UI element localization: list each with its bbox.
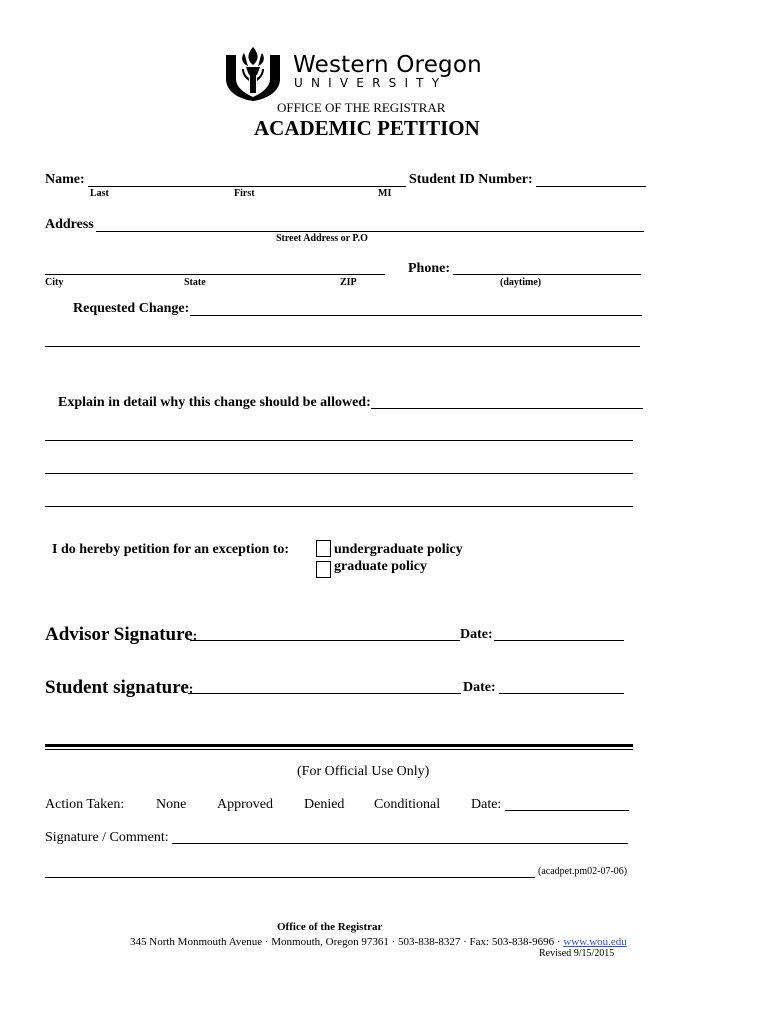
sub-label-zip: ZIP bbox=[340, 277, 357, 288]
action-taken-label: Action Taken: bbox=[45, 797, 125, 812]
graduate-policy-label: graduate policy bbox=[334, 559, 427, 574]
requested-change-field-line2[interactable] bbox=[45, 346, 640, 347]
official-use-divider-thin bbox=[45, 749, 633, 750]
student-date-field[interactable] bbox=[499, 693, 624, 694]
sub-label-street: Street Address or P.O bbox=[276, 233, 368, 244]
signature-comment-field-line2[interactable] bbox=[45, 877, 535, 878]
university-shield-logo bbox=[222, 45, 284, 101]
official-use-divider bbox=[45, 744, 633, 747]
undergraduate-policy-label: undergraduate policy bbox=[334, 542, 463, 557]
student-id-label: Student ID Number: bbox=[409, 172, 533, 187]
page-title: ACADEMIC PETITION bbox=[254, 116, 480, 140]
advisor-signature-colon: : bbox=[192, 629, 198, 644]
logo-wordmark-line2: UNIVERSITY bbox=[294, 76, 448, 90]
student-signature-text: Student signature bbox=[45, 677, 189, 698]
student-signature-field[interactable] bbox=[188, 693, 461, 694]
advisor-date-label: Date: bbox=[460, 627, 493, 642]
phone-field[interactable] bbox=[453, 274, 641, 275]
signature-comment-label: Signature / Comment: bbox=[45, 830, 169, 845]
requested-change-label: Requested Change: bbox=[73, 301, 190, 316]
petition-label: I do hereby petition for an exception to: bbox=[52, 542, 290, 557]
office-heading: OFFICE OF THE REGISTRAR bbox=[277, 100, 446, 115]
sub-label-state: State bbox=[184, 277, 206, 288]
signature-comment-field[interactable] bbox=[172, 843, 628, 844]
student-id-field[interactable] bbox=[536, 186, 646, 187]
form-code: (acadpet.pm02-07-06) bbox=[538, 866, 628, 877]
student-date-label: Date: bbox=[463, 680, 496, 695]
action-denied: Denied bbox=[304, 797, 345, 812]
official-date-field[interactable] bbox=[505, 810, 629, 811]
undergraduate-policy-checkbox[interactable] bbox=[316, 540, 331, 557]
sub-label-mi: MI bbox=[378, 188, 392, 199]
name-field[interactable] bbox=[88, 186, 406, 187]
sub-label-last: Last bbox=[90, 188, 109, 199]
graduate-policy-checkbox[interactable] bbox=[316, 561, 331, 578]
action-none: None bbox=[156, 797, 187, 812]
requested-change-field[interactable] bbox=[190, 315, 642, 316]
footer-revised: Revised 9/15/2015 bbox=[539, 948, 615, 959]
action-conditional: Conditional bbox=[374, 797, 441, 812]
sub-label-city: City bbox=[45, 277, 64, 288]
sub-label-first: First bbox=[234, 188, 255, 199]
footer-address: 345 North Monmouth Avenue · Monmouth, Oregon 97361 · 503-838-8327 · Fax: 503-838-9696 · bbox=[130, 936, 561, 948]
explain-field-line3[interactable] bbox=[45, 473, 633, 474]
name-label: Name: bbox=[45, 172, 85, 187]
footer-address-line bbox=[130, 936, 627, 948]
advisor-date-field[interactable] bbox=[494, 640, 624, 641]
official-use-heading: (For Official Use Only) bbox=[297, 764, 430, 779]
explain-field-line4[interactable] bbox=[45, 506, 633, 507]
phone-label: Phone: bbox=[408, 261, 450, 276]
advisor-signature-label bbox=[45, 624, 197, 646]
advisor-signature-field[interactable] bbox=[190, 640, 460, 641]
logo-wordmark-line1: Western Oregon bbox=[293, 52, 482, 78]
sub-label-daytime: (daytime) bbox=[500, 277, 542, 288]
address-field[interactable] bbox=[96, 231, 644, 232]
official-date-label: Date: bbox=[471, 797, 502, 812]
action-approved: Approved bbox=[217, 797, 273, 812]
explain-field-line2[interactable] bbox=[45, 440, 633, 441]
footer-office: Office of the Registrar bbox=[277, 921, 383, 933]
student-signature-label bbox=[45, 677, 193, 699]
advisor-signature-text: Advisor Signature bbox=[45, 624, 193, 645]
explain-field[interactable] bbox=[371, 408, 643, 409]
student-signature-colon: : bbox=[188, 682, 194, 697]
footer-website-link[interactable]: www.wou.edu bbox=[563, 936, 627, 948]
city-state-zip-field[interactable] bbox=[45, 274, 385, 275]
address-label: Address bbox=[45, 217, 94, 232]
explain-label: Explain in detail why this change should be allowed: bbox=[58, 395, 371, 410]
